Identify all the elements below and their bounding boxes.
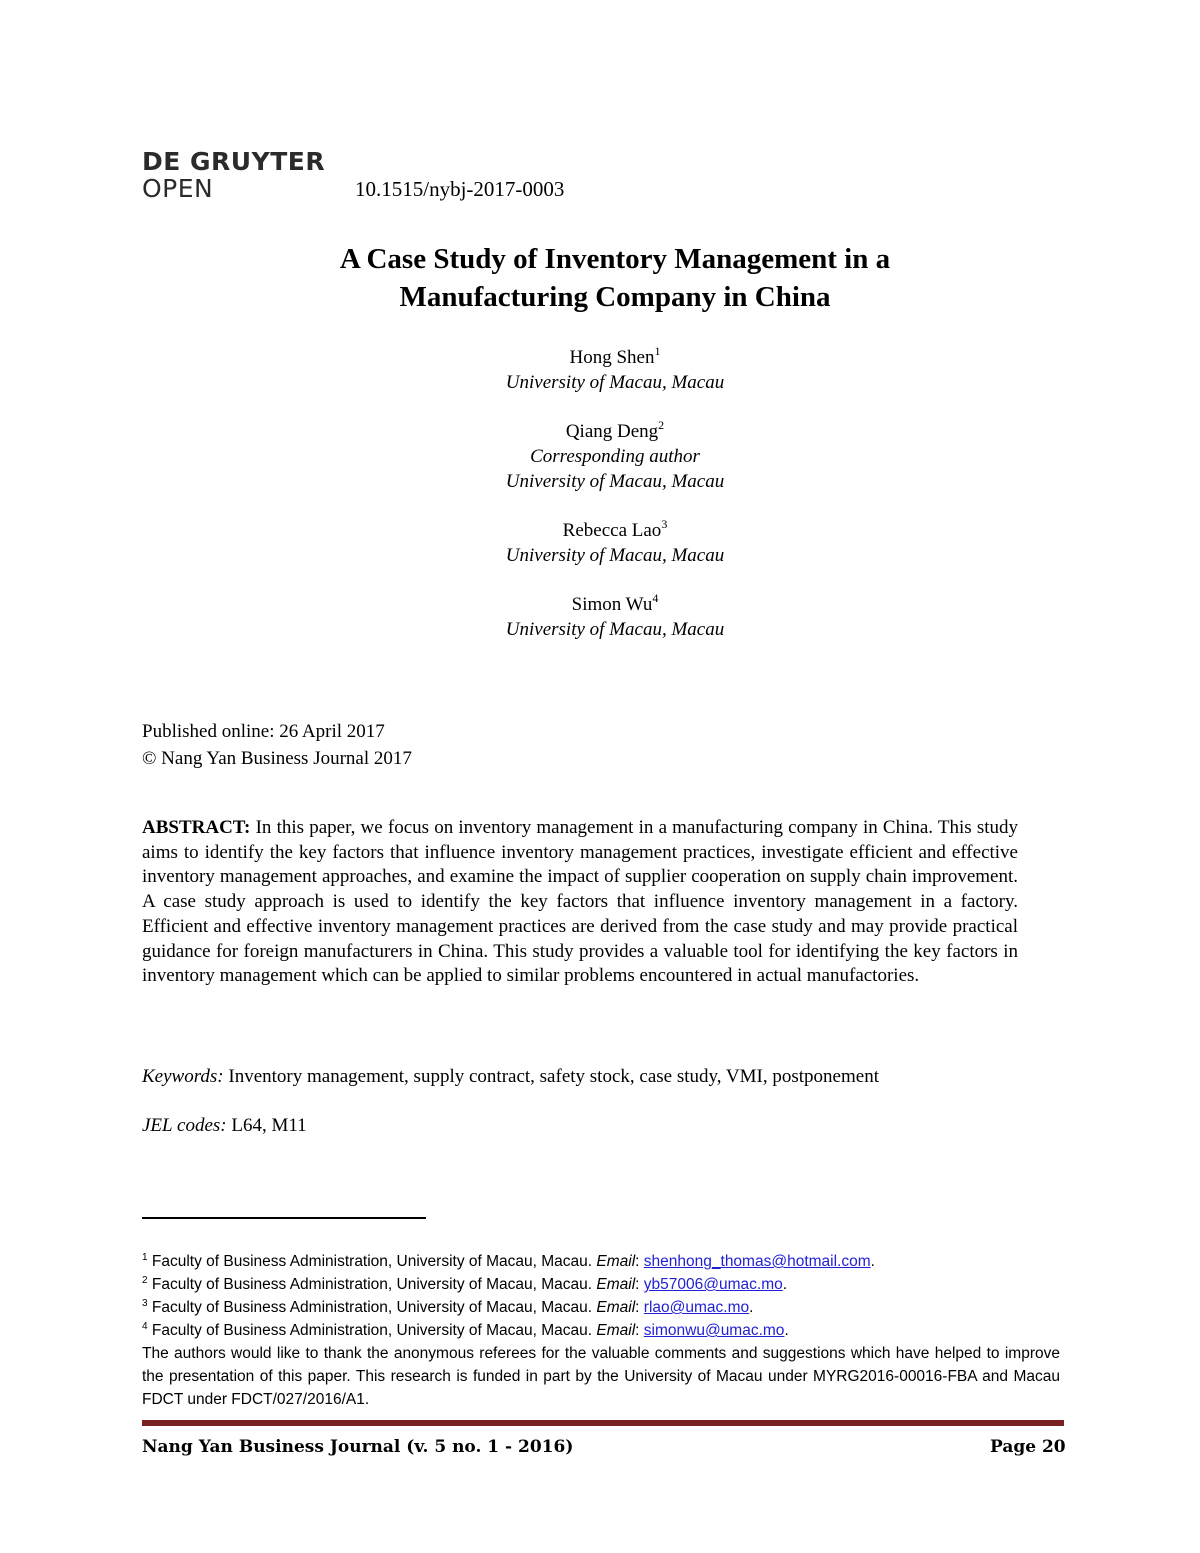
- author-name: Hong Shen$^1$: [569, 344, 661, 368]
- footnote: $^3$ Faculty of Business Administration, University of Macau, Macau. Email: rlao@umac.mo.: [142, 1298, 754, 1316]
- author-name: Qiang Deng$^2$: [565, 418, 665, 442]
- acknowledgement: The authors would like to thank the anonymous referees for the valuable comments and suggestions which have helped to improve the presentation of this paper. This research is funded in part by the University of Macau under MYRG2016-00016-FBA and Macau FDCT under FDCT/027/2016/A1.: [142, 1345, 1060, 1408]
- author-affiliation: University of Macau, Macau: [505, 372, 725, 393]
- doi: 10.1515/nybj-2017-0003: [355, 177, 565, 201]
- logo-line-2: OPEN: [142, 174, 214, 203]
- published-date: Published online: 26 April 2017: [142, 721, 385, 742]
- jel-label: JEL codes:: [142, 1115, 227, 1136]
- author-block: [0, 419, 1200, 494]
- author-affiliation: University of Macau, Macau: [505, 471, 725, 492]
- keywords: [142, 1066, 879, 1088]
- email-link[interactable]: simonwu@umac.mo: [643, 1322, 785, 1339]
- keywords-text: Inventory management, supply contract, safety stock, case study, VMI, postponement: [228, 1066, 879, 1087]
- author-affiliation: University of Macau, Macau: [505, 545, 725, 566]
- author-role: Corresponding author: [530, 446, 700, 467]
- email-link[interactable]: rlao@umac.mo: [643, 1299, 750, 1316]
- footnote: $^2$ Faculty of Business Administration, University of Macau, Macau. Email: yb57006@umac.mo.: [142, 1275, 788, 1293]
- email-link[interactable]: yb57006@umac.mo: [643, 1276, 783, 1293]
- author-affiliation: University of Macau, Macau: [505, 619, 725, 640]
- author-name: Rebecca Lao$^3$: [562, 517, 668, 541]
- title-line-1: A Case Study of Inventory Management in a: [339, 243, 891, 275]
- abstract: [142, 816, 1018, 989]
- copyright: © Nang Yan Business Journal 2017: [142, 748, 412, 769]
- jel-text: L64, M11: [231, 1115, 307, 1136]
- publisher-logo: [142, 148, 325, 202]
- abstract-label: ABSTRACT:: [142, 817, 251, 838]
- jel-codes: [142, 1115, 307, 1137]
- journal-footer: Nang Yan Business Journal (v. 5 no. 1 - 2016): [142, 1437, 574, 1457]
- author-list: [0, 345, 1200, 666]
- page-number: Page 20: [990, 1437, 1066, 1457]
- author-superscript: 4: [652, 591, 659, 605]
- footnote: $^1$ Faculty of Business Administration, University of Macau, Macau. Email: shenhong_thomas@hotmail.com.: [142, 1252, 875, 1270]
- author-superscript: 2: [658, 418, 665, 432]
- footnote: $^4$ Faculty of Business Administration, University of Macau, Macau. Email: simonwu@umac.mo.: [142, 1321, 789, 1339]
- footnote-separator: [142, 1217, 426, 1219]
- author-superscript: 3: [661, 517, 668, 531]
- author-block: [0, 518, 1200, 568]
- logo-line-1: DE GRUYTER: [142, 147, 326, 176]
- author-superscript: 1: [654, 344, 661, 358]
- paper-title: [0, 240, 1200, 316]
- abstract-text: In this paper, we focus on inventory management in a manufacturing company in China. This study aims to identify the key factors that influence inventory management practices, investigate efficient and effective inventory management approaches, and examine the impact of supplier cooperation on supply chain improvement. A case study approach is used to identify the key factors that influence inventory management in a factory. Efficient and effective inventory management practices are derived from the case study and may provide practical guidance for foreign manufacturers in China. This study provides a valuable tool for identifying the key factors in inventory management which can be applied to similar problems encountered in actual manufactories.: [142, 817, 1019, 987]
- author-name: Simon Wu$^4$: [571, 591, 659, 615]
- keywords-label: Keywords:: [142, 1066, 224, 1087]
- publication-info: [142, 718, 412, 772]
- footer-bar: [142, 1420, 1064, 1426]
- footnotes: [142, 1250, 1060, 1411]
- author-block: [0, 345, 1200, 395]
- title-line-2: Manufacturing Company in China: [399, 281, 831, 313]
- email-link[interactable]: shenhong_thomas@hotmail.com: [643, 1253, 871, 1270]
- author-block: [0, 592, 1200, 642]
